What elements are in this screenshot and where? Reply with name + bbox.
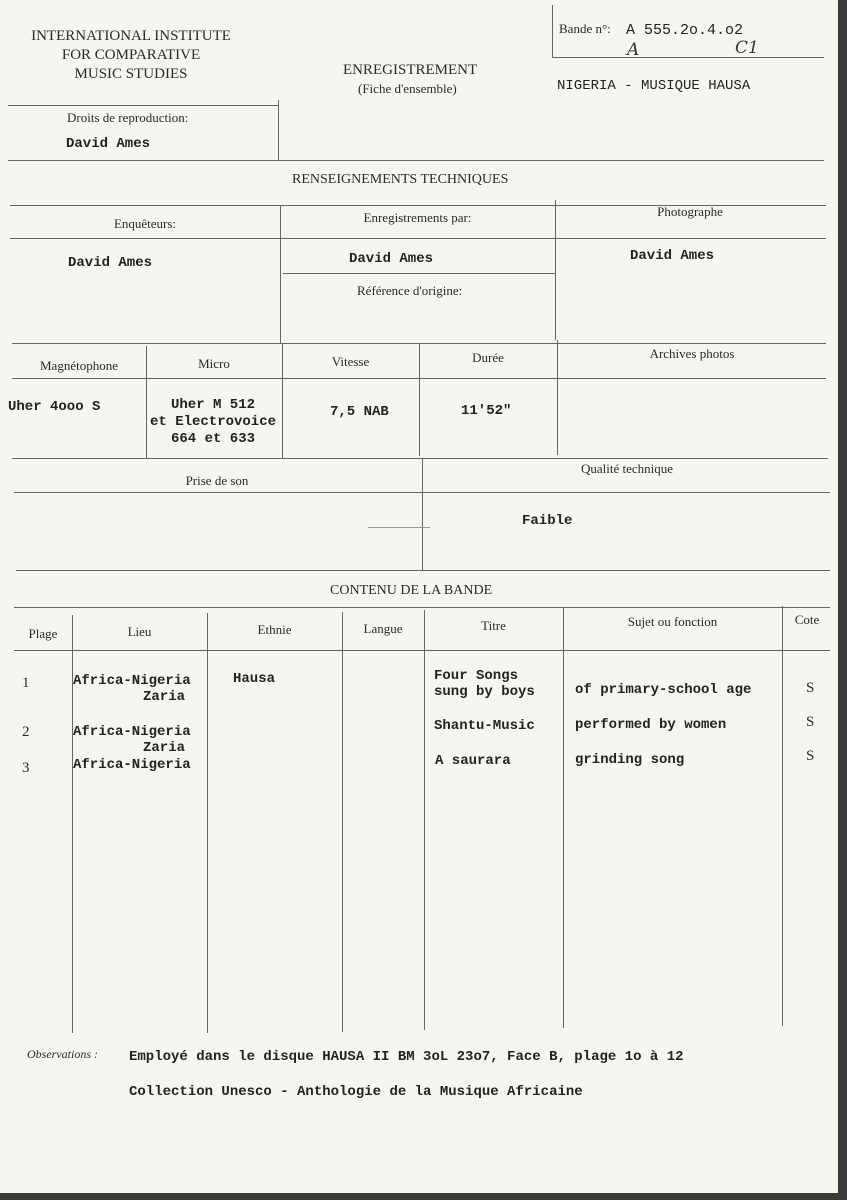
divider-1 <box>8 160 824 161</box>
micro-line-2: et Electrovoice <box>149 414 277 430</box>
row1-ethnie: Hausa <box>233 671 276 687</box>
divider-8 <box>16 570 830 571</box>
table-col-6 <box>782 606 783 1026</box>
capture-dash <box>368 527 430 528</box>
micro-line-1: Uher M 512 <box>170 397 255 413</box>
divider-7 <box>14 492 830 493</box>
duration-label: Durée <box>472 350 504 365</box>
rights-label: Droits de reproduction: <box>67 110 189 125</box>
table-col-3 <box>342 612 343 1032</box>
origin-label: Référence d'origine: <box>357 283 463 298</box>
recorder-value: Uher 4ooo S <box>8 399 101 415</box>
photographer-value: David Ames <box>630 248 715 264</box>
divider-6 <box>12 458 828 459</box>
investigators-label: Enquêteurs: <box>113 216 177 231</box>
row3-cote: S <box>806 748 815 764</box>
row1-titre-2: sung by boys <box>434 684 535 700</box>
row2-titre: Shantu-Music <box>434 718 535 734</box>
row1-cote: S <box>806 680 815 696</box>
table-col-2 <box>207 613 208 1033</box>
row2-plage: 2 <box>22 724 30 740</box>
institute-name <box>6 27 256 84</box>
row3-sujet: grinding song <box>575 752 685 768</box>
header-langue: Langue <box>363 621 403 636</box>
photo-archive-label: Archives photos <box>649 346 735 361</box>
row1-lieu-1: Africa-Nigeria <box>73 673 191 689</box>
content-header: CONTENU DE LA BANDE <box>330 583 493 598</box>
row3-plage: 3 <box>22 760 30 776</box>
row1-titre-1: Four Songs <box>434 668 519 684</box>
investigators-value: David Ames <box>68 255 153 271</box>
bande-number: A 555.2o.4.o2 <box>626 22 744 39</box>
row2-lieu-2: Zaria <box>143 740 186 756</box>
row2-sujet: performed by women <box>575 717 727 733</box>
table-header-line <box>14 650 830 651</box>
row2-cote: S <box>806 714 815 730</box>
divider-9 <box>14 607 830 608</box>
recorder-label: Magnétophone <box>40 358 118 373</box>
people-col-2 <box>555 200 556 340</box>
quality-label: Qualité technique <box>580 461 674 476</box>
institute-line-2: FOR COMPARATIVE <box>61 47 201 63</box>
table-col-4 <box>424 610 425 1030</box>
recorded-by-label: Enregistrements par: <box>363 210 472 225</box>
rights-top-line <box>8 105 278 106</box>
duration-value: 11'52" <box>461 403 512 419</box>
record-subtitle: (Fiche d'ensemble) <box>358 81 457 96</box>
speed-label: Vitesse <box>331 354 370 369</box>
header-titre: Titre <box>481 618 506 633</box>
bande-box-left <box>552 5 553 57</box>
header-plage: Plage <box>28 626 58 641</box>
rights-right-line <box>278 100 279 160</box>
quality-value: Faible <box>522 513 573 529</box>
rights-value: David Ames <box>66 136 151 152</box>
micro-label: Micro <box>198 356 230 371</box>
origin-line <box>283 273 555 274</box>
bande-handwritten-c1: C1 <box>735 38 759 58</box>
row1-sujet: of primary-school age <box>575 682 752 698</box>
bande-box-bottom <box>552 57 824 58</box>
observations-line-2: Collection Unesco - Anthologie de la Musique Africaine <box>129 1084 583 1100</box>
record-title: ENREGISTREMENT <box>343 62 478 78</box>
row3-lieu: Africa-Nigeria <box>73 757 191 773</box>
row2-lieu-1: Africa-Nigeria <box>73 724 191 740</box>
speed-value: 7,5 NAB <box>330 404 389 420</box>
collection-title: NIGERIA - MUSIQUE HAUSA <box>557 78 751 94</box>
institute-line-1: INTERNATIONAL INSTITUTE <box>31 28 231 44</box>
capture-label: Prise de son <box>185 473 249 488</box>
photographer-label: Photographe <box>657 204 723 219</box>
observations-label: Observations : <box>27 1047 98 1061</box>
header-cote: Cote <box>794 612 820 627</box>
observations-line-1: Employé dans le disque HAUSA II BM 3oL 23o7, Face B, plage 1o à 12 <box>129 1049 684 1065</box>
row3-titre: A saurara <box>435 753 511 769</box>
row1-lieu-2: Zaria <box>143 689 186 705</box>
recorded-by-value: David Ames <box>349 251 434 267</box>
tech-header: RENSEIGNEMENTS TECHNIQUES <box>292 172 509 187</box>
header-lieu: Lieu <box>127 624 152 639</box>
divider-3 <box>10 238 826 239</box>
row1-plage: 1 <box>22 675 30 691</box>
table-col-5 <box>563 608 564 1028</box>
divider-5 <box>12 378 826 379</box>
header-ethnie: Ethnie <box>257 622 292 637</box>
institute-line-3: MUSIC STUDIES <box>74 66 188 82</box>
header-sujet: Sujet ou fonction <box>627 614 718 629</box>
micro-value <box>140 397 286 448</box>
bande-label: Bande n°: <box>559 21 611 36</box>
bande-handwritten-a: A <box>627 40 640 60</box>
micro-line-3: 664 et 633 <box>170 431 255 447</box>
